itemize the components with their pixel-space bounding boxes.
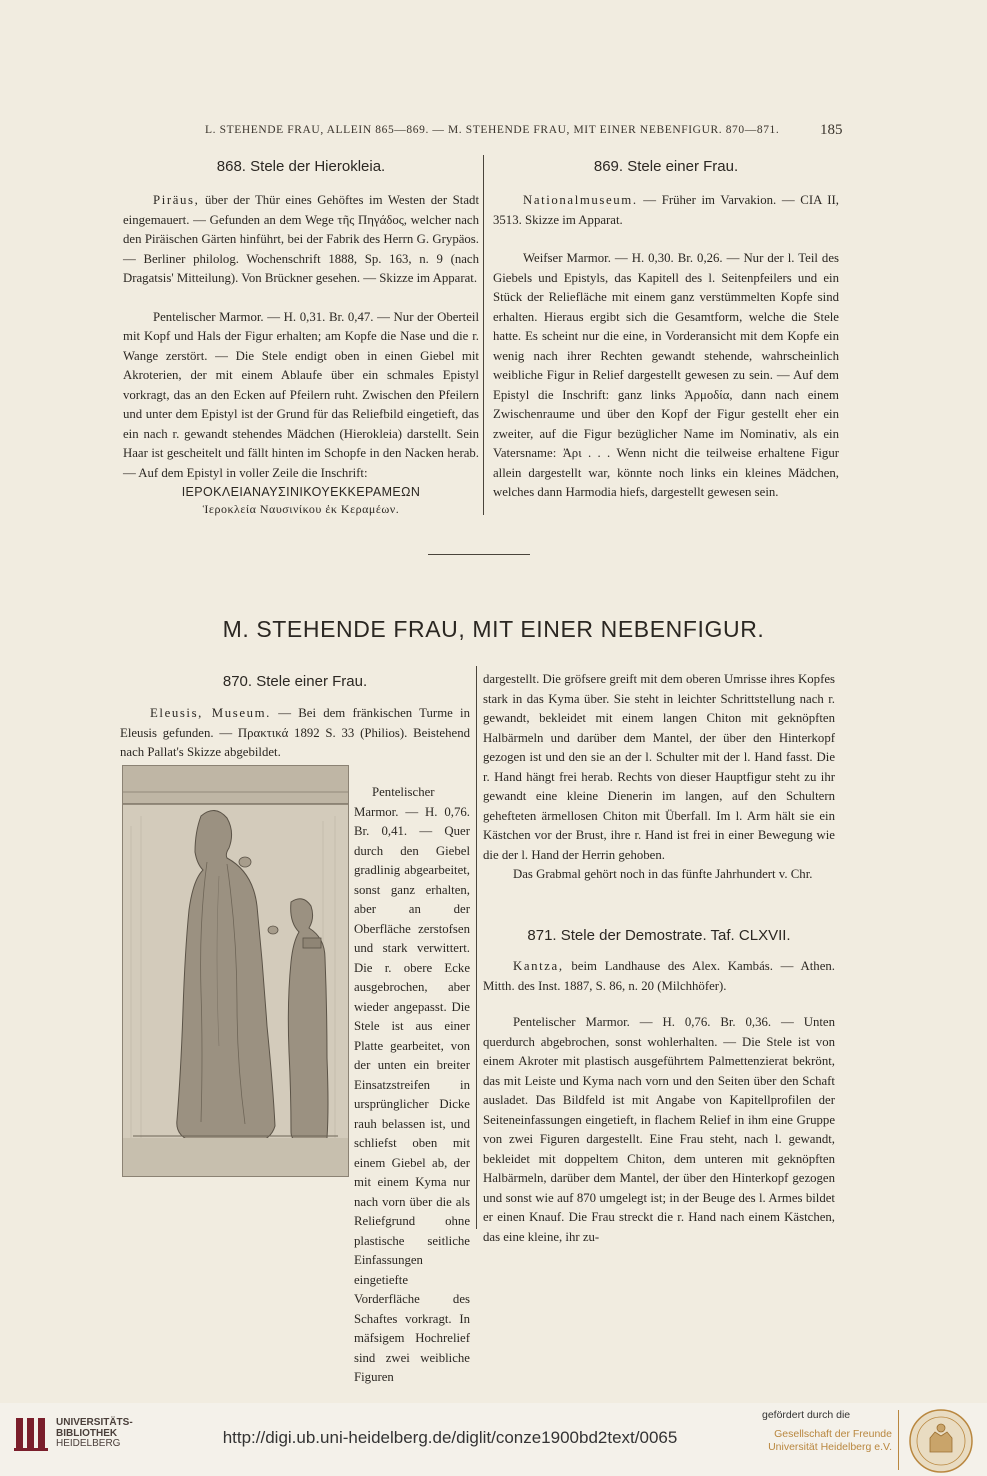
university-library-name bbox=[56, 1418, 133, 1450]
university-library-logo-icon bbox=[14, 1414, 48, 1452]
entry-871-title: 871. Stele der Demostrate. Taf. CLXVII. bbox=[527, 927, 791, 944]
sponsor-name bbox=[760, 1428, 892, 1453]
entry-868-para-2: Pentelischer Marmor. — H. 0,31. Br. 0,47. — Nur der Oberteil mit Kopf und Hals der Figur erhalten; am Kopfe die Nase und die r. Wange zerstört. — Die Stele endigt oben in einen Giebel mit Akroterien, der mit einem Ablaufe über ein schmales Epistyl vorkragt, das an den Ecken auf Pfeilern ruht. Zwischen den Pfeilern und unter dem Epistyl ist der Grund für das Reliefbild eingetieft, das ein nach r. gewandt stehendes Mädchen (Hierokleia) darstellt. Sein Haar ist gescheitelt und fällt hinten im Schopfe in den Nacken herab. — Auf dem Epistyl in voller Zeile die Inschrift: bbox=[123, 309, 479, 480]
section-title: M. STEHENDE FRAU, MIT EINER NEBENFIGUR. bbox=[222, 616, 765, 642]
entry-870-para-3: dargestellt. Die gröfsere greift mit dem oberen Umrisse ihres Kopfes stark in das Kyma über. Sie steht in leichter Schrittstellung nach r. gewandt, bekleidet mit einem langen Chiton mit geknöpften Halbärmeln und darüber dem Mantel, der über den Hinterkopf gezogen ist und den sie an der l. Schulter mit der l. Hand fasst. Die r. Hand hängt frei herab. Rechts von dieser Hauptfigur steht zu ihr gewandt eine kleine Dienerin im langen, auf den Schultern gehefteten ärmellosen Chiton mit Überfall. Im l. Arm hält sie ein Kästchen vor der Brust, ihre r. Hand ist frei in einer Bewegung wie die der l. Hand der Herrin gehoben. bbox=[483, 672, 835, 862]
entry-868-location: Piräus, bbox=[153, 193, 200, 207]
sponsor-divider bbox=[898, 1410, 899, 1470]
entry-869-para-1 bbox=[493, 191, 839, 230]
entry-868-body bbox=[123, 191, 479, 517]
university-seal-icon bbox=[906, 1408, 976, 1474]
entry-870-para-1-text: — Bei dem fränkischen Turme in Eleusis gefunden. — Πρακτικά 1892 S. 33 (Philios). Beistehend nach Pallat's Skizze abgebildet. bbox=[120, 706, 471, 759]
sponsor-label: gefördert durch die bbox=[762, 1409, 851, 1421]
sponsor-name-line-1: Gesellschaft der Freunde bbox=[774, 1428, 892, 1440]
entry-870-para-2: Pentelischer Marmor. — H. 0,76. Br. 0,41. — Quer durch den Giebel gradlinig abgearbeitet, sonst ganz erhalten, aber an der Oberfläche zerstofsen und stark verwittert. Die r. obere Ecke ausgebrochen, aber wieder angepasst. Die Stele ist aus einer Platte gearbeitet, von der unten ein breiter Einsatzstreifen in ursprünglicher Dicke rauh belassen ist, und schliefst oben mit einem Giebel ab, der mit einem Kyma nur nach vorn über die als Reliefgrund ohne plastische seitliche Einfassungen eingetiefte Vorderfläche des Schaftes vorkragt. In mäfsigem Hochrelief sind zwei weibliche Figuren bbox=[354, 785, 470, 1384]
entry-870-title: 870. Stele einer Frau. bbox=[222, 673, 368, 690]
entry-869-title: 869. Stele einer Frau. bbox=[593, 158, 739, 175]
entry-871-para-1 bbox=[483, 957, 835, 996]
entry-869-para-2: Weifser Marmor. — H. 0,30. Br. 0,26. — Nur der l. Teil des Giebels und Epistyls, das Kapitell des l. Seitenpfeilers und ein Stück der Reliefläche mit einem ganz verstümmelten Kopfe sind erhalten. Hieraus ergibt sich die Gesamtform, welche die Stele hatte. Es scheint nur die eine, in Vorderansicht mit dem Kopfe ein wenig nach ihrer Rechten gewandt stehende, wahrscheinlich weibliche Figur in Relief dargestellt gewesen zu sein. — Auf dem Epistyl die Inschrift: ganz links Ἁρμοδία, dann nach einem Zwischenraume und über den Kopf der Figur gestellt eher ein zweiter, auf die Figur bezüglicher Name im Nominativ, als ein Vatersname: Ἀρι . . . Wenn nicht die teilweise erhaltene Figur allein dargestellt war, könnte noch links ein kleines Mädchen, welches dann Harmodia hiefs, dargestellt gewesen sein. bbox=[493, 251, 839, 499]
entry-870-location: Eleusis, Museum. bbox=[150, 706, 271, 720]
entry-869-para-1-text: — Früher im Varvakion. — CIA II, 3513. Skizze im Apparat. bbox=[493, 193, 839, 227]
entry-868-inscription-transcription: Ἱεροκλεία Ναυσινίκου ἐκ Κεραμέων. bbox=[202, 502, 400, 516]
library-name-line-1: UNIVERSITÄTS- bbox=[56, 1417, 133, 1428]
entry-870-continuation bbox=[483, 670, 835, 885]
entry-869-body bbox=[493, 191, 839, 503]
entry-870-side-column bbox=[354, 783, 470, 1388]
entry-868-inscription: ΙΕΡΟΚΛΕΙΑΝΑΥΣΙΝΙΚΟΥΕΚΚΕΡΑΜΕΩΝ bbox=[181, 485, 421, 499]
sponsor-name-line-2: Universität Heidelberg e.V. bbox=[768, 1440, 892, 1453]
entry-870-body bbox=[120, 704, 470, 763]
entry-871-para-1-text: beim Landhause des Alex. Kambás. — Athen. Mitth. des Inst. 1887, S. 86, n. 20 (Milchhöfer). bbox=[483, 959, 835, 993]
column-divider-top bbox=[483, 155, 484, 515]
library-name-line-2: BIBLIOTHEK bbox=[56, 1427, 118, 1439]
entry-871-para-2: Pentelischer Marmor. — H. 0,76. Br. 0,36. — Unten querdurch abgebrochen, sonst wohlerhalten. — Die Stele ist von einem Akroter mit plastisch ausgeführtem Palmettenzierat bekrönt, das mit Leiste und Kyma nach vorn und den Seiten über den Schaft ausladet. Das Bildfeld ist mit Angabe von Kapitellprofilen der Seiteneinfassungen eingetieft, in flachem Relief in ihm eine Gruppe von zwei Figuren dargestellt. Eine Frau steht, nach l. gewandt, bekleidet mit doppeltem Chiton, dem unteren mit geknöpften Halbärmeln, darüber dem Mantel, der über den Hinterkopf gezogen und sonst wie auf 870 umgelegt ist; in der Beuge des l. Armes bildet er einen Knauf. Die Frau streckt die r. Hand nach einem Kästchen, das eine kleine, ihr zu- bbox=[483, 1015, 835, 1244]
separator-rule bbox=[428, 554, 530, 555]
stele-relief-illustration bbox=[122, 765, 349, 1177]
entry-870-para-4: Das Grabmal gehört noch in das fünfte Jahrhundert v. Chr. bbox=[513, 867, 813, 881]
running-head: L. STEHENDE FRAU, ALLEIN 865—869. — M. STEHENDE FRAU, MIT EINER NEBENFIGUR. 870—871. bbox=[205, 124, 780, 136]
entry-868-para-1 bbox=[123, 191, 479, 289]
page-number: 185 bbox=[820, 122, 843, 138]
entry-871-body bbox=[483, 957, 835, 1247]
relief-drawing bbox=[123, 766, 348, 1176]
entry-869-location: Nationalmuseum. bbox=[523, 193, 638, 207]
entry-868-para-1-text: über der Thür eines Gehöftes im Westen der Stadt eingemauert. — Gefunden an dem Wege τῆς Πηγάδος, welcher nach den Piräischen Gärten hinführt, bei der Fabrik des Herrn G. Grypäos. — Berliner philolog. Wochenschrift 1888, Sp. 163, n. 9 (nach Dragatsis' Mitteilung). Von Brückner gesehen. — Skizze im Apparat. bbox=[123, 193, 479, 285]
source-url-link[interactable]: http://digi.ub.uni-heidelberg.de/diglit/conze1900bd2text/0065 bbox=[222, 1428, 678, 1447]
column-divider-bottom bbox=[476, 666, 477, 1229]
entry-871-location: Kantza, bbox=[513, 959, 564, 973]
library-name-line-3: HEIDELBERG bbox=[56, 1438, 121, 1449]
entry-870-para-1 bbox=[120, 704, 470, 763]
entry-868-title: 868. Stele der Hierokleia. bbox=[216, 158, 386, 175]
